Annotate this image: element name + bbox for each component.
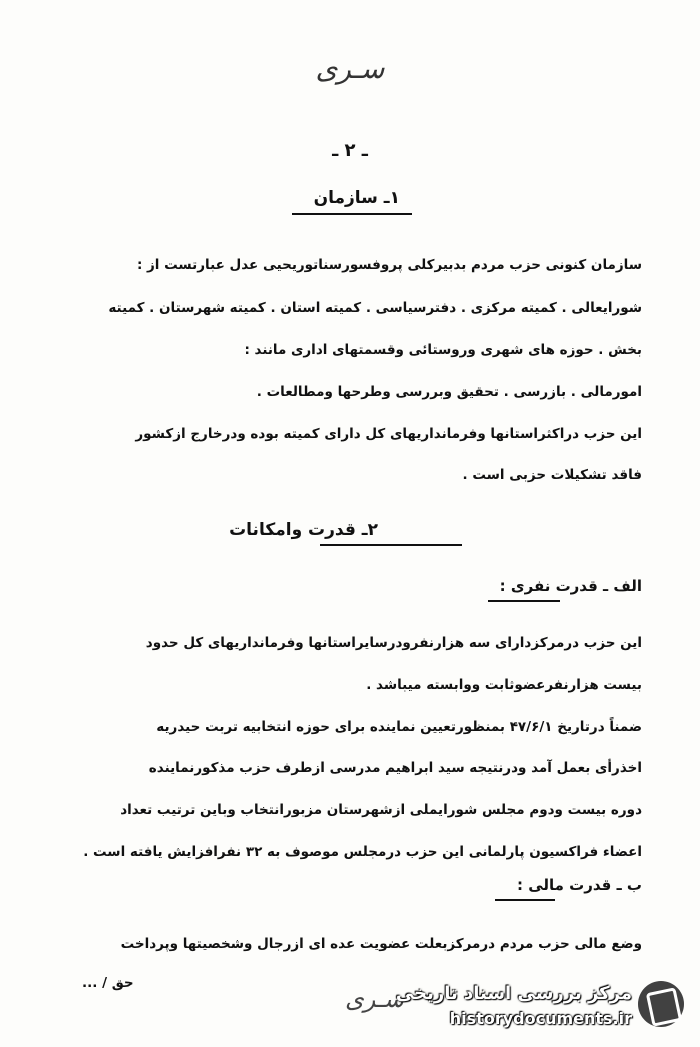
subsection-a-heading: الف ـ قدرت نفری : — [499, 577, 642, 595]
subsection-a-line-6: اعضاء فراکسیون پارلمانی این حزب درمجلس موصوف به ۳۲ نفرافزایش یافته است . — [83, 844, 642, 860]
section-1-line-5: این حزب دراکثراستانها وفرمانداریهای کل دارای کمیته بوده ودرخارج ازکشور — [135, 426, 642, 442]
classification-stamp-bottom: سـری — [345, 985, 405, 1013]
section-1-line-1: سازمان کنونی حزب مردم بدبیرکلی پروفسورسناتوریحیی عدل عبارتست از : — [136, 257, 642, 273]
section-1-line-3: بخش . حوزه های شهری وروستائی وقسمتهای اداری مانند : — [244, 342, 642, 358]
watermark-url: historydocuments.ir — [449, 1009, 632, 1028]
subsection-b-underline — [495, 899, 555, 901]
watermark-title: مرکز بررسی اسناد تاریخی — [395, 983, 632, 1004]
page-number: ـ ۲ ـ — [332, 140, 368, 161]
continuation-marker: حق / ... — [82, 975, 134, 991]
section-1-line-6: فاقد تشکیلات حزبی است . — [462, 467, 642, 483]
subsection-a-line-3: ضمناً درتاریخ ۴۷/۶/۱ بمنظورتعیین نماینده برای حوزه انتخابیه تربت حیدریه — [156, 719, 642, 735]
subsection-b-heading: ب ـ قدرت مالی : — [516, 876, 642, 894]
section-2-heading: ۲ـ قدرت وامکانات — [229, 520, 378, 540]
section-1-line-4: امورمالی . بازرسی . تحقیق وبررسی وطرحها ومطالعات . — [256, 384, 642, 400]
classification-stamp-top: سـری — [315, 52, 385, 85]
subsection-b-line-1: وضع مالی حزب مردم درمرکزبعلت عضویت عده ای ازرجال وشخصیتها وپرداخت — [120, 936, 642, 952]
subsection-a-line-4: اخذرأی بعمل آمد ودرنتیجه سید ابراهیم مدرسی ازطرف حزب مذکورنماینده — [148, 760, 642, 776]
subsection-a-line-5: دوره بیست ودوم مجلس شورایملی ازشهرستان مزبورانتخاب وباین ترتیب تعداد — [120, 802, 642, 818]
watermark — [395, 975, 690, 1037]
section-1-heading: ۱ـ سازمان — [313, 188, 400, 208]
archive-logo-icon — [638, 981, 684, 1027]
section-1-line-2: شورایعالی . کمیته مرکزی . دفترسیاسی . کمیته استان . کمیته شهرستان . کمیته — [108, 300, 642, 316]
subsection-a-line-1: این حزب درمرکزدارای سه هزارنفرودرسایراستانها وفرمانداریهای کل حدود — [145, 635, 642, 651]
subsection-a-line-2: بیست هزارنفرعضوثابت ووابسته میباشد . — [366, 677, 642, 693]
section-1-heading-underline — [292, 213, 412, 215]
subsection-a-underline — [488, 600, 560, 602]
section-2-heading-underline — [320, 544, 462, 546]
